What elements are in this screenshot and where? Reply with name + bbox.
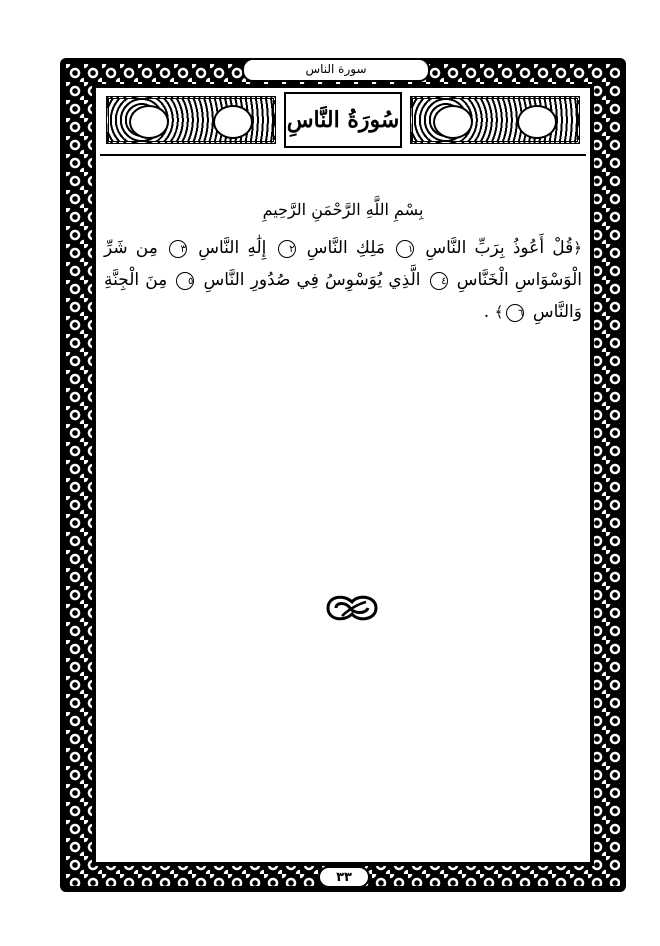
ayah-number-marker: ٤ bbox=[430, 272, 448, 290]
verse-text: الَّذِي يُوَسْوِسُ فِي صُدُورِ النَّاسِ bbox=[203, 270, 421, 290]
ayah-number-marker: ٦ bbox=[506, 304, 524, 322]
verse-text: قُلْ أَعُوذُ بِرَبِّ النَّاسِ bbox=[425, 238, 574, 258]
surah-title-band bbox=[100, 88, 586, 156]
ayah-number-marker: ٣ bbox=[169, 240, 187, 258]
title-ornament-right bbox=[410, 96, 580, 144]
verse-text: مِنَ الْجِنَّةِ وَالنَّاسِ bbox=[104, 270, 582, 322]
ayah-number-marker: ٥ bbox=[176, 272, 194, 290]
verse-text: مِن شَرِّ الْوَسْوَاسِ الْخَنَّاسِ bbox=[104, 238, 582, 290]
ayah-number-marker: ٢ bbox=[278, 240, 296, 258]
end-ornament-icon bbox=[322, 590, 382, 626]
basmala: بِسْمِ اللَّهِ الرَّحْمَنِ الرَّحِيمِ bbox=[262, 200, 424, 219]
end-mark: . bbox=[483, 302, 490, 322]
verse-text: مَلِكِ النَّاسِ bbox=[306, 238, 385, 258]
page-number: ٣٣ bbox=[318, 866, 370, 888]
surah-title: سُورَةُ النَّاسِ bbox=[284, 92, 402, 148]
title-ornament-left bbox=[106, 96, 276, 144]
opening-bracket: ﴿ bbox=[573, 239, 583, 257]
verse-text: إِلَٰهِ النَّاسِ bbox=[198, 238, 267, 258]
running-head: سورة الناس bbox=[242, 58, 430, 82]
ayah-number-marker: ١ bbox=[396, 240, 414, 258]
closing-bracket: ﴾ bbox=[494, 303, 504, 321]
verses-block bbox=[104, 232, 582, 328]
